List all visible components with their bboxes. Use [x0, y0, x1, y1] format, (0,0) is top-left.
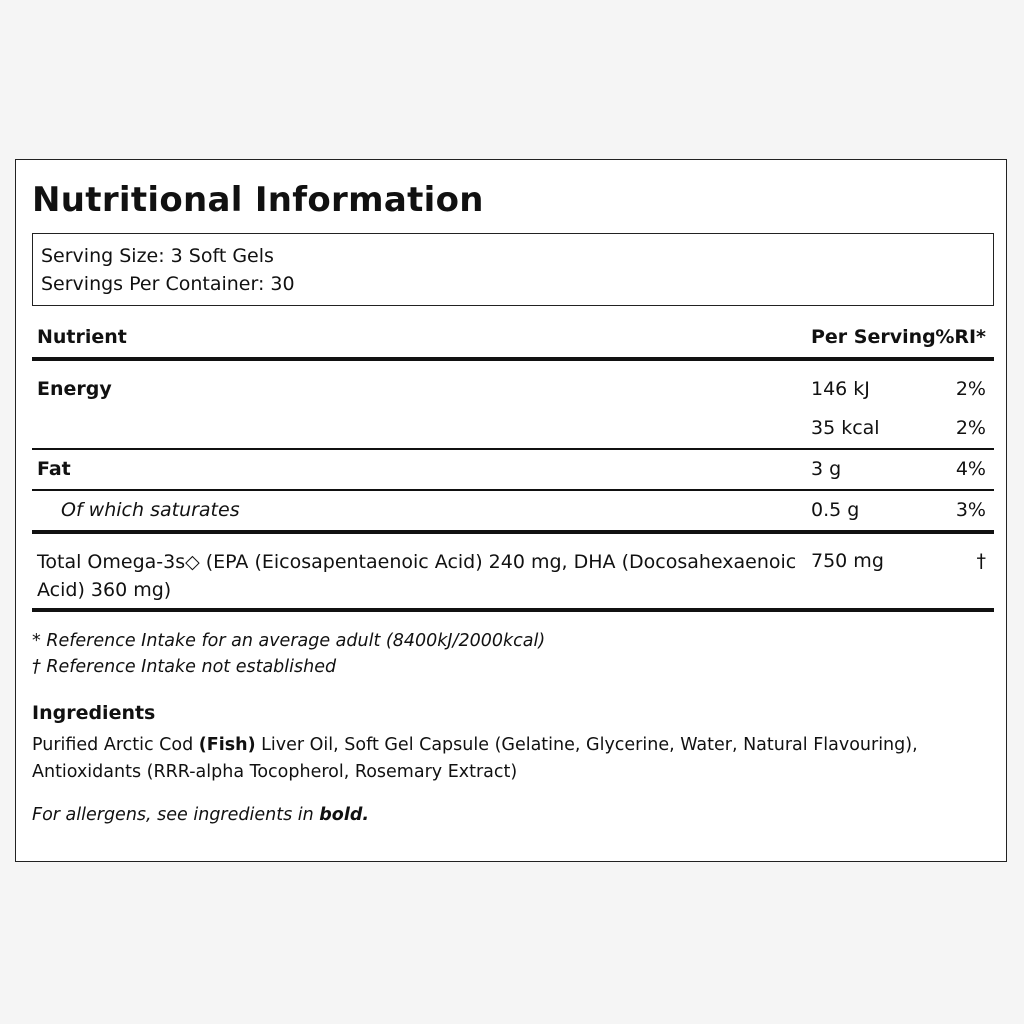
row-omega-value: 750 mg [811, 550, 884, 572]
header-ri: %RI* [935, 326, 986, 348]
ingredients-heading: Ingredients [32, 702, 156, 724]
row-omega-ri: † [976, 550, 986, 572]
table-bottom-divider [32, 608, 994, 612]
row-divider [32, 489, 994, 491]
row-energy-kcal-ri: 2% [955, 417, 986, 439]
header-divider [32, 357, 994, 361]
row-divider [32, 448, 994, 450]
row-omega-name: Total Omega-3s◇ (EPA (Eicosapentaenoic Acid) 240 mg, DHA (Docosahexaenoic Acid) 360 mg) [37, 551, 797, 601]
serving-size: Serving Size: 3 Soft Gels [41, 245, 274, 267]
header-per-serving: Per Serving [811, 326, 936, 348]
footnote-ri: * Reference Intake for an average adult (8400kJ/2000kcal) [32, 631, 546, 651]
row-fat-name: Fat [37, 458, 71, 480]
allergen-highlight: (Fish) [198, 735, 256, 755]
section-divider [32, 530, 994, 534]
ingredients-text-end: Liver Oil, Soft Gel Capsule (Gelatine, Glycerine, Water, Natural Flavouring), Antioxidants (RRR-alpha Tocopherol, Rosemary Extract) [32, 735, 918, 782]
row-energy-name: Energy [37, 378, 112, 400]
allergen-note-bold: bold. [319, 805, 370, 825]
row-fat-ri: 4% [955, 458, 986, 480]
header-nutrient: Nutrient [37, 326, 127, 348]
row-saturates-value: 0.5 g [811, 499, 860, 521]
page-title: Nutritional Information [32, 180, 484, 220]
allergen-note [32, 805, 369, 825]
nutrition-panel [15, 159, 1007, 862]
allergen-note-text: For allergens, see ingredients in [32, 805, 320, 825]
row-energy-kj: 146 kJ [811, 378, 870, 400]
serving-info-box [32, 233, 994, 306]
ingredients-text-start: Purified Arctic Cod [32, 735, 199, 755]
row-energy-kcal: 35 kcal [811, 417, 880, 439]
row-saturates-name: Of which saturates [61, 499, 240, 521]
row-fat-value: 3 g [811, 458, 842, 480]
ingredients-text [32, 732, 992, 786]
row-saturates-ri: 3% [955, 499, 986, 521]
row-energy-kj-ri: 2% [955, 378, 986, 400]
servings-per-container: Servings Per Container: 30 [41, 273, 295, 295]
footnote-not-established: † Reference Intake not established [32, 657, 337, 677]
